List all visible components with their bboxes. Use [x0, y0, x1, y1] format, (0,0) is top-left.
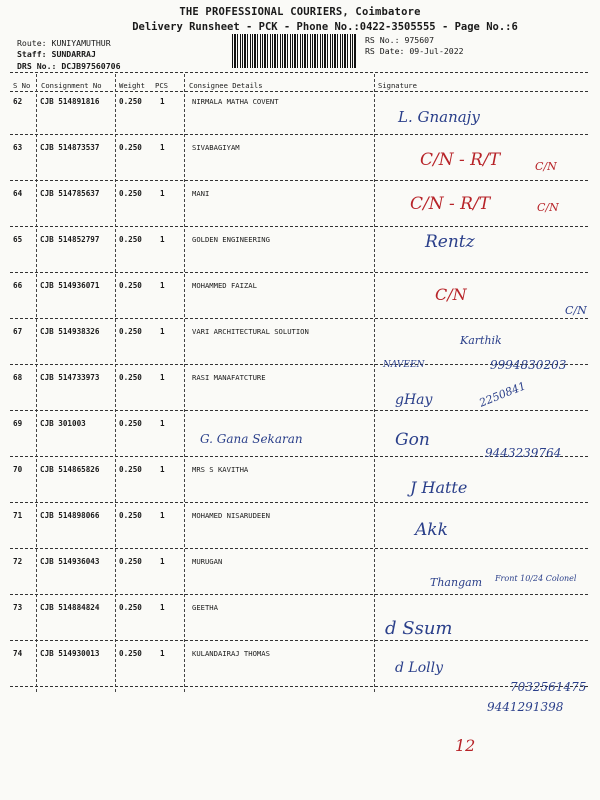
- row-consignee: GOLDEN ENGINEERING: [192, 235, 270, 244]
- row-divider: [10, 318, 588, 319]
- signature-68: gHay: [395, 392, 433, 408]
- row-consignment: CJB 514936043: [40, 557, 100, 566]
- column-divider: [36, 74, 37, 692]
- row-consignee: MOHAMMED FAIZAL: [192, 281, 257, 290]
- signature-69: Gon: [395, 430, 430, 450]
- row-weight: 0.250: [119, 465, 142, 474]
- page-count-handwritten: 12: [455, 736, 476, 755]
- col-pcs: PCS: [155, 81, 168, 90]
- row-weight: 0.250: [119, 557, 142, 566]
- row-consignee: MURUGAN: [192, 557, 223, 566]
- staff-line: Staff: SUNDARRAJ: [17, 49, 96, 59]
- handwriting-69-num: 9443239764: [485, 446, 562, 460]
- signature-73: d Ssum: [385, 618, 453, 639]
- route-line: Route: KUNIYAMUTHUR: [17, 38, 111, 48]
- row-sno: 67: [13, 327, 23, 336]
- row-consignee: MANI: [192, 189, 210, 198]
- row-consignment: CJB 514873537: [40, 143, 100, 152]
- column-divider: [115, 74, 116, 692]
- row-consignee: MRS S KAVITHA: [192, 465, 249, 474]
- row-pcs: 1: [160, 281, 165, 290]
- row-weight: 0.250: [119, 97, 142, 106]
- row-sno: 72: [13, 557, 23, 566]
- column-header-divider: [10, 91, 588, 92]
- row-consignee: VARI ARCHITECTURAL SOLUTION: [192, 327, 309, 336]
- row-consignment: CJB 514865826: [40, 465, 100, 474]
- row-divider: [10, 410, 588, 411]
- row-pcs: 1: [160, 419, 165, 428]
- row-weight: 0.250: [119, 189, 142, 198]
- row-weight: 0.250: [119, 373, 142, 382]
- row-pcs: 1: [160, 465, 165, 474]
- row-consignment: CJB 514733973: [40, 373, 100, 382]
- row-divider: [10, 502, 588, 503]
- row-sno: 74: [13, 649, 23, 658]
- handwriting-66b: C/N: [565, 304, 587, 317]
- row-sno: 71: [13, 511, 23, 520]
- handwriting-68: 2250841: [477, 379, 528, 410]
- col-signature: Signature: [378, 81, 417, 90]
- row-pcs: 1: [160, 327, 165, 336]
- row-divider: [10, 640, 588, 641]
- handwriting-67c: 9994830203: [490, 358, 567, 372]
- row-sno: 65: [13, 235, 23, 244]
- row-divider: [10, 180, 588, 181]
- signature-65: Rentz: [425, 232, 475, 252]
- row-consignment: CJB 514785637: [40, 189, 100, 198]
- row-divider: [10, 134, 588, 135]
- row-divider: [10, 594, 588, 595]
- handwriting-69-name: G. Gana Sekaran: [200, 432, 303, 446]
- row-pcs: 1: [160, 373, 165, 382]
- runsheet-subtitle: Delivery Runsheet - PCK - Phone No.:0422-3505555 - Page No.:6: [132, 21, 518, 33]
- header-divider: [10, 72, 588, 73]
- row-consignee: GEETHA: [192, 603, 218, 612]
- rs-number: RS No.: 975607: [365, 35, 435, 45]
- handwriting-72: Front 10/24 Colonel: [495, 574, 577, 583]
- company-title: THE PROFESSIONAL COURIERS, Coimbatore: [179, 6, 421, 18]
- row-sno: 70: [13, 465, 23, 474]
- row-weight: 0.250: [119, 419, 142, 428]
- row-divider: [10, 548, 588, 549]
- row-consignee: NIRMALA MATHA COVENT: [192, 97, 279, 106]
- row-weight: 0.250: [119, 327, 142, 336]
- row-pcs: 1: [160, 557, 165, 566]
- handwriting-64b: C/N: [537, 201, 559, 214]
- signature-70: J Hatte: [410, 478, 468, 497]
- handwriting-74b: 9441291398: [487, 700, 564, 714]
- row-consignment: CJB 514930013: [40, 649, 100, 658]
- row-consignee: RASI MANAFATCTURE: [192, 373, 266, 382]
- row-pcs: 1: [160, 649, 165, 658]
- row-weight: 0.250: [119, 511, 142, 520]
- row-divider: [10, 226, 588, 227]
- row-pcs: 1: [160, 235, 165, 244]
- row-sno: 68: [13, 373, 23, 382]
- signature-74: d Lolly: [395, 660, 444, 676]
- col-weight: Weight: [119, 81, 145, 90]
- row-pcs: 1: [160, 189, 165, 198]
- row-pcs: 1: [160, 603, 165, 612]
- col-sno: S No: [13, 81, 31, 90]
- row-pcs: 1: [160, 143, 165, 152]
- row-consignment: CJB 301003: [40, 419, 86, 428]
- row-consignment: CJB 514891816: [40, 97, 100, 106]
- row-weight: 0.250: [119, 603, 142, 612]
- drs-line: DRS No.: DCJB97560706: [17, 61, 121, 71]
- row-consignee: KULANDAIRAJ THOMAS: [192, 649, 270, 658]
- barcode: [232, 34, 356, 68]
- row-consignment: CJB 514884824: [40, 603, 100, 612]
- row-consignment: CJB 514938326: [40, 327, 100, 336]
- row-weight: 0.250: [119, 649, 142, 658]
- row-sno: 62: [13, 97, 23, 106]
- column-divider: [184, 74, 185, 692]
- row-consignee: MOHAMED NISARUDEEN: [192, 511, 270, 520]
- row-consignment: CJB 514898066: [40, 511, 100, 520]
- row-sno: 73: [13, 603, 23, 612]
- row-sno: 69: [13, 419, 23, 428]
- handwriting-66: C/N: [435, 285, 467, 304]
- row-consignee: SIVABAGIYAM: [192, 143, 240, 152]
- row-sno: 63: [13, 143, 23, 152]
- handwriting-63: C/N - R/T: [420, 150, 501, 170]
- column-divider: [374, 74, 375, 692]
- row-weight: 0.250: [119, 281, 142, 290]
- col-consignee: Consignee Details: [189, 81, 263, 90]
- row-weight: 0.250: [119, 143, 142, 152]
- signature-72: Thangam: [430, 576, 483, 589]
- handwriting-63b: C/N: [535, 160, 557, 173]
- rs-date: RS Date: 09-Jul-2022: [365, 46, 464, 56]
- row-pcs: 1: [160, 97, 165, 106]
- row-divider: [10, 686, 588, 687]
- handwriting-74a: 7032561475: [510, 680, 587, 694]
- row-consignment: CJB 514936071: [40, 281, 100, 290]
- row-weight: 0.250: [119, 235, 142, 244]
- handwriting-64: C/N - R/T: [410, 194, 491, 214]
- row-consignment: CJB 514852797: [40, 235, 100, 244]
- signature-71: Akk: [415, 520, 448, 540]
- handwriting-67b: NAVEEN: [383, 360, 425, 370]
- handwriting-67a: Karthik: [460, 334, 502, 347]
- col-consignment: Consignment No: [41, 81, 102, 90]
- row-divider: [10, 272, 588, 273]
- row-sno: 66: [13, 281, 23, 290]
- signature-62: L. Gnanajy: [398, 108, 480, 126]
- row-sno: 64: [13, 189, 23, 198]
- row-pcs: 1: [160, 511, 165, 520]
